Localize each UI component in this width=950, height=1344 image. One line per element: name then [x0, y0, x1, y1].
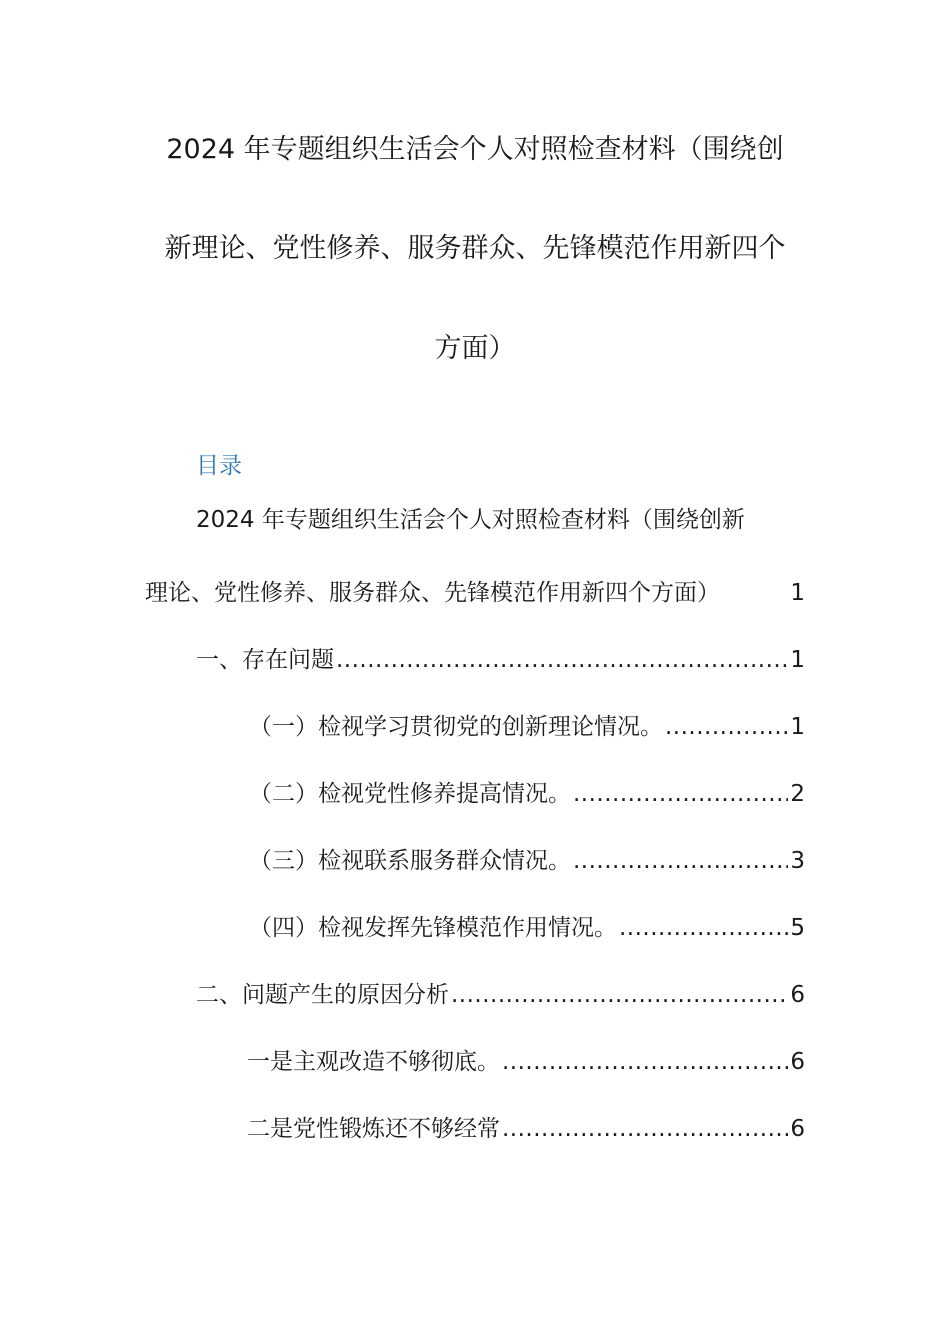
- title-line-3: 方面）: [434, 333, 516, 364]
- toc-entry-page: 1: [790, 714, 805, 740]
- toc-entry-1[interactable]: [196, 644, 805, 676]
- toc-entry-label: （一）检视学习贯彻党的创新理论情况。: [249, 714, 663, 740]
- toc-leader-dots: [665, 711, 788, 743]
- toc-entry-label: （二）检视党性修养提高情况。: [249, 781, 571, 807]
- toc-entry-2-2[interactable]: [247, 1113, 805, 1145]
- toc-entry-main-line-2[interactable]: [145, 577, 805, 609]
- toc-entry-1-2[interactable]: [249, 778, 805, 810]
- toc-entry-main-label: 理论、党性修养、服务群众、先锋模范作用新四个方面）: [145, 580, 720, 606]
- toc-entry-2[interactable]: [196, 979, 805, 1011]
- toc-entry-label: 一、存在问题: [196, 647, 334, 673]
- toc-leader-dots: [573, 778, 788, 810]
- toc-entry-page: 3: [790, 848, 805, 874]
- toc-entry-label: 一是主观改造不够彻底。: [247, 1049, 500, 1075]
- toc-leader-dots: [336, 644, 788, 676]
- toc-leader-dots: [451, 979, 788, 1011]
- toc-heading: 目录: [196, 453, 242, 479]
- toc-entry-main-page: 1: [790, 580, 805, 606]
- toc-entry-label: （三）检视联系服务群众情况。: [249, 848, 571, 874]
- toc-leader-dots: [573, 845, 788, 877]
- toc-entry-1-4[interactable]: [249, 912, 805, 944]
- toc-leader-dots: [502, 1113, 788, 1145]
- toc-entry-main-line-1[interactable]: 2024 年专题组织生活会个人对照检查材料（围绕创新: [196, 507, 745, 533]
- toc-entry-label: 二是党性锻炼还不够经常: [247, 1116, 500, 1142]
- toc-entry-1-1[interactable]: [249, 711, 805, 743]
- title-line-2: 新理论、党性修养、服务群众、先锋模范作用新四个: [164, 233, 786, 264]
- toc-entry-label: （四）检视发挥先锋模范作用情况。: [249, 915, 617, 941]
- toc-entry-page: 1: [790, 647, 805, 673]
- toc-entry-label: 二、问题产生的原因分析: [196, 982, 449, 1008]
- toc-entry-page: 5: [790, 915, 805, 941]
- toc-entry-2-1[interactable]: [247, 1046, 805, 1078]
- title-line-1: 2024 年专题组织生活会个人对照检查材料（围绕创: [166, 134, 784, 165]
- toc-entry-page: 6: [790, 1116, 805, 1142]
- toc-entry-page: 2: [790, 781, 805, 807]
- toc-entry-page: 6: [790, 982, 805, 1008]
- toc-leader-dots: [502, 1046, 788, 1078]
- toc-entry-page: 6: [790, 1049, 805, 1075]
- toc-entry-1-3[interactable]: [249, 845, 805, 877]
- toc-leader-dots: [619, 912, 788, 944]
